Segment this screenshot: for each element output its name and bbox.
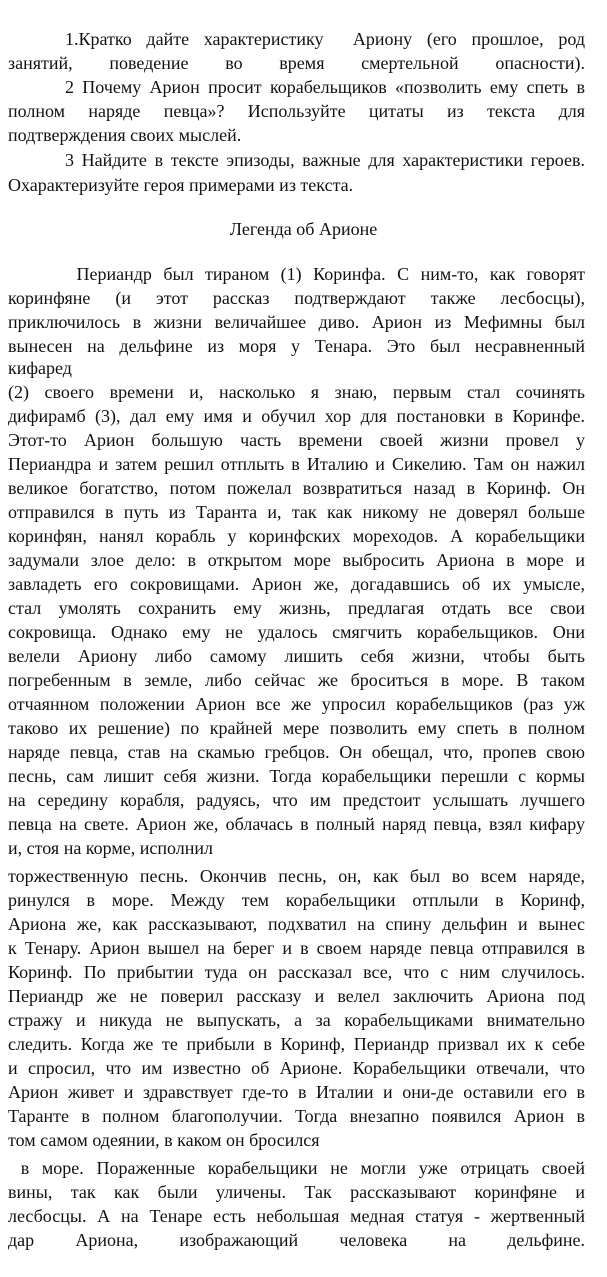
body-line: ринулся в море. Между тем корабельщики отплыли в Коринф, bbox=[8, 890, 585, 910]
body-line: Этот-то Арион большую часть времени своей жизни провел у bbox=[8, 430, 585, 450]
body-line: коринфян, нанял корабль у коринфских мореходов. А корабельщики bbox=[8, 526, 585, 546]
body-line: Периандр же не поверил рассказу и велел заключить Ариона под bbox=[8, 986, 585, 1006]
body-line: дифирамб (3), дал ему имя и обучил хор для постановки в Коринфе. bbox=[8, 406, 585, 426]
question-2-line-2: полном наряде певца»? Используйте цитаты из текста для bbox=[8, 101, 585, 121]
body-line: песнь, сам лишит себя жизни. Тогда корабельщики перешли с кормы bbox=[8, 766, 585, 786]
question-2-line-1: 2 Почему Арион просит корабельщиков «позволить ему спеть в bbox=[65, 77, 585, 97]
body-line: дар Ариона, изображающий человека на дельфине. bbox=[8, 1230, 585, 1250]
body-line: отправился в путь из Таранта и, так как никому не доверял больше bbox=[8, 502, 585, 522]
body-line: Периандр был тираном (1) Коринфа. С ним-то, как говорят bbox=[65, 264, 585, 284]
body-line: сокровища. Однако ему не удалось смягчить корабельщиков. Они bbox=[8, 622, 585, 642]
body-line: (2) своего времени и, насколько я знаю, первым стал сочинять bbox=[8, 382, 585, 402]
question-1-line-2: занятий, поведение во время смертельной опасности). bbox=[8, 53, 585, 73]
body-line: завладеть его сокровищами. Арион же, догадавшись об их умысле, bbox=[8, 574, 585, 594]
body-line: задумали злое дело: в открытом море выбросить Ариона в море и bbox=[8, 550, 585, 570]
body-line: наряде певца, став на скамью гребцов. Он обещал, что, пропев свою bbox=[8, 742, 585, 762]
body-line: Периандра и затем решил отплыть в Италию и Сикелию. Там он нажил bbox=[8, 454, 585, 474]
body-line: и, стоя на корме, исполнил bbox=[8, 838, 213, 858]
body-line: на середину корабля, радуясь, что им предстоит услышать лучшего bbox=[8, 790, 585, 810]
body-line: стражу и никуда не выпускать, а за корабельщиками внимательно bbox=[8, 1010, 585, 1030]
body-line: погребенным в земле, либо сейчас же броситься в море. В таком bbox=[8, 670, 585, 690]
page-title: Легенда об Арионе bbox=[229, 219, 378, 239]
body-line: к Тенару. Арион вышел на берег и в своем наряде певца отправился в bbox=[8, 938, 585, 958]
body-line: вынесен на дельфине из моря у Тенара. Это был несравненный bbox=[8, 336, 585, 356]
body-line: великое богатство, потом пожелал возвратиться назад в Коринф. Он bbox=[8, 478, 585, 498]
body-line: велели Ариону либо самому лишить себя жизни, чтобы быть bbox=[8, 646, 585, 666]
body-line: и спросил, что им известно об Арионе. Корабельщики отвечали, что bbox=[8, 1058, 585, 1078]
body-line: приключилось в жизни величайшее диво. Арион из Мефимны был bbox=[8, 312, 585, 332]
body-line: торжественную песнь. Окончив песнь, он, как был во всем наряде, bbox=[8, 866, 585, 886]
body-line: певца на свете. Арион же, облачась в полный наряд певца, взял кифару bbox=[8, 814, 585, 834]
body-line: отчаянном положении Арион все же упросил корабельщиков (раз уж bbox=[8, 694, 585, 714]
body-line: Ариона же, как рассказывают, подхватил на спину дельфин и вынес bbox=[8, 914, 585, 934]
body-line: таково их решение) по крайней мере позволить ему спеть в полном bbox=[8, 718, 585, 738]
question-3-line-2: Охарактеризуйте героя примерами из текста. bbox=[8, 175, 354, 195]
body-line: лесбосцы. А на Тенаре есть небольшая медная статуя - жертвенный bbox=[8, 1206, 585, 1226]
body-line: в море. Пораженные корабельщики не могли уже отрицать своей bbox=[8, 1158, 585, 1178]
body-line: том самом одеянии, в каком он бросился bbox=[8, 1130, 320, 1150]
question-3-line-1: 3 Найдите в тексте эпизоды, важные для характеристики героев. bbox=[65, 150, 585, 170]
question-2-line-3: подтверждения своих мыслей. bbox=[8, 125, 242, 145]
body-line: следить. Когда же те прибыли в Коринф, Периандр призвал их к себе bbox=[8, 1034, 585, 1054]
body-line: Арион живет и здравствует где-то в Италии и они-де оставили его в bbox=[8, 1082, 585, 1102]
body-line: вины, так как были уличены. Так рассказывают коринфяне и bbox=[8, 1182, 585, 1202]
body-line: Коринф. По прибытии туда он рассказал все, что с ним случилось. bbox=[8, 962, 585, 982]
body-line: коринфяне (и этот рассказ подтверждают также лесбосцы), bbox=[8, 288, 585, 308]
body-line: Таранте в полном благополучии. Тогда внезапно появился Арион в bbox=[8, 1106, 585, 1126]
body-line: стал умолять сохранить ему жизнь, предлагая отдать все свои bbox=[8, 598, 585, 618]
question-1-line-1: 1.Кратко дайте характеристику Ариону (его прошлое, род bbox=[65, 29, 585, 49]
body-line: кифаред bbox=[8, 358, 72, 378]
